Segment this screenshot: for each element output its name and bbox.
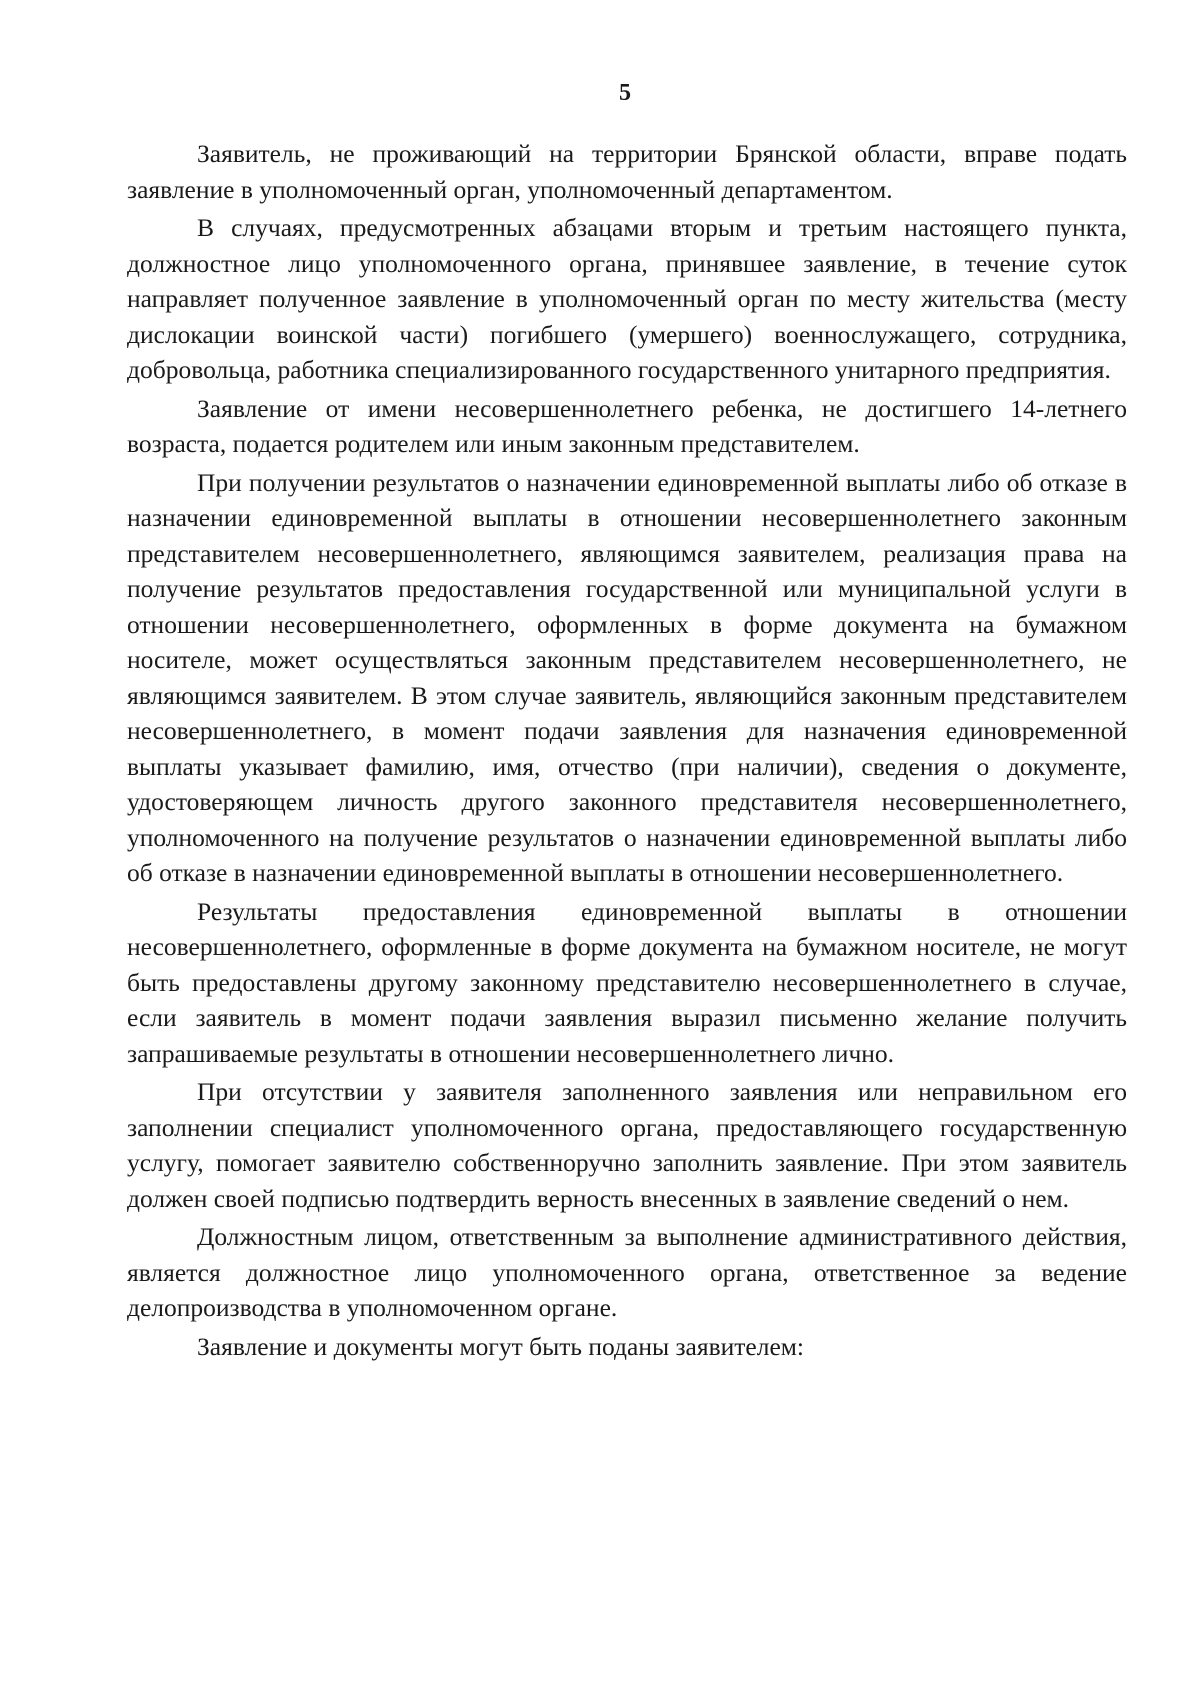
paragraph-submission-methods: Заявление и документы могут быть поданы заявителем: [197,1331,805,1361]
document-body [127,136,1127,1367]
paragraph-legal-representative: При получении результатов о назначении единовременной выплаты либо об отказе в назначении единовременной выплаты в отношении несовершеннолетнего законным представителем несовершеннолетнего, являющимся заявителем, реализация права на получение результатов предоставления государственной или муниципальной услуги в отношении несовершеннолетнего, оформленных в форме документа на бумажном носителе, может осуществляться законным представителем несовершеннолетнего, не являющимся заявителем. В этом случае заявитель, являющийся законным представителем несовершеннолетнего, в момент подачи заявления для назначения единовременной выплаты указывает фамилию, имя, отчество (при наличии), сведения о документе, удостоверяющем личность другого законного представителя несовершеннолетнего, уполномоченного на получение результатов о назначении единовременной выплаты либо об отказе в назначении единовременной выплаты в отношении несовершеннолетнего. [127,467,1127,887]
paragraph-responsible-official: Должностным лицом, ответственным за выполнение административного действия, является должностное лицо уполномоченного органа, ответственное за ведение делопроизводства в уполномоченном органе. [127,1222,1127,1322]
paragraph-results-minor: Результаты предоставления единовременной выплаты в отношении несовершеннолетнего, оформленные в форме документа на бумажном носителе, не могут быть предоставлены другому законному представителю несовершеннолетнего в случае, если заявитель в момент подачи заявления выразил письменно желание получить запрашиваемые результаты в отношении несовершеннолетнего лично. [127,896,1127,1068]
paragraph-minor-under-14: Заявление от имени несовершеннолетнего ребенка, не достигшего 14-летнего возраста, подается родителем или иным законным представителем. [127,393,1127,458]
page-number: 5 [619,80,631,106]
paragraph-nonresident-applicant: Заявитель, не проживающий на территории Брянской области, вправе подать заявление в уполномоченный орган, уполномоченный департаментом. [127,139,1127,204]
paragraph-filling-assistance: При отсутствии у заявителя заполненного заявления или неправильном его заполнении специалист уполномоченного органа, предоставляющего государственную услугу, помогает заявителю собственноручно заполнить заявление. При этом заявитель должен своей подписью подтвердить верность внесенных в заявление сведений о нем. [127,1077,1127,1213]
paragraph-forwarding-application: В случаях, предусмотренных абзацами вторым и третьим настоящего пункта, должностное лицо уполномоченного органа, принявшее заявление, в течение суток направляет полученное заявление в уполномоченный орган по месту жительства (месту дислокации воинской части) погибшего (умершего) военнослужащего, сотрудника, добровольца, работника специализированного государственного унитарного предприятия. [127,213,1127,384]
